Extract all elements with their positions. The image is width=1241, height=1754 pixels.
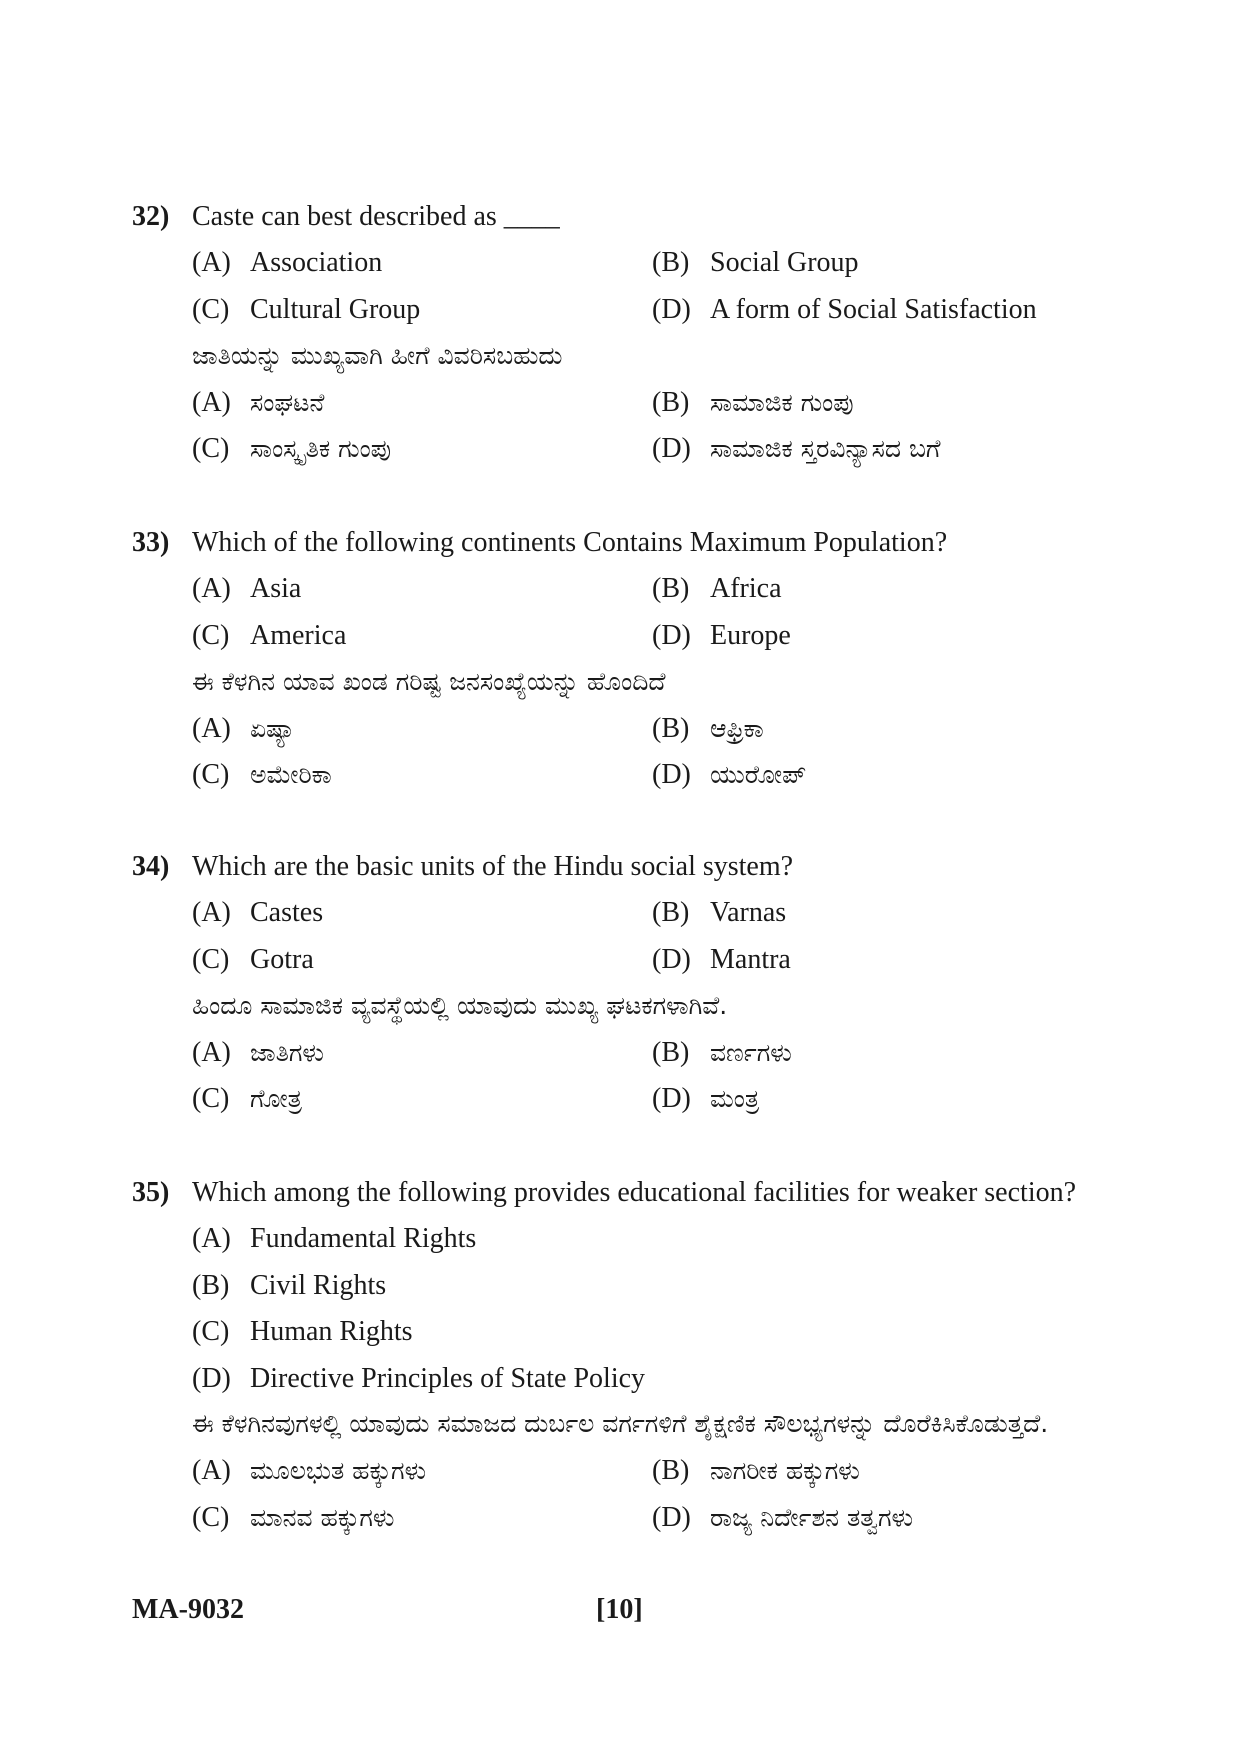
option-label: (D) bbox=[652, 943, 691, 975]
option-text: Social Group bbox=[710, 247, 859, 278]
option-label: (A) bbox=[192, 897, 231, 928]
question-text: Which among the following provides educational facilities for weaker section? bbox=[192, 1177, 1077, 1208]
option-label: (C) bbox=[192, 433, 230, 464]
options bbox=[192, 890, 1112, 983]
kannada-option-b bbox=[652, 1448, 1112, 1495]
question-number: 33) bbox=[132, 527, 170, 558]
kannada-option-b bbox=[652, 1030, 1112, 1077]
kannada-option-d bbox=[652, 752, 1112, 799]
option-text: ಏಷ್ಯಾ bbox=[250, 713, 296, 743]
option-text: Castes bbox=[250, 897, 324, 928]
option-label: (C) bbox=[192, 943, 230, 975]
option-label: (C) bbox=[192, 1501, 230, 1533]
option-row bbox=[192, 1030, 1112, 1077]
kannada-option-a bbox=[192, 380, 652, 427]
option-label: (D) bbox=[652, 1083, 691, 1114]
option-label: (B) bbox=[652, 247, 690, 278]
option-row bbox=[192, 890, 1112, 937]
option-row bbox=[192, 1495, 1112, 1542]
option-c bbox=[192, 937, 652, 984]
option-row bbox=[192, 380, 1112, 427]
option-text: Association bbox=[250, 247, 383, 278]
option-label: (A) bbox=[192, 712, 231, 744]
page-number: [10] bbox=[596, 1594, 643, 1625]
kannada-question-text: ಹಿಂದೂ ಸಾಮಾಜಿಕ ವ್ಯವಸ್ಥೆಯಲ್ಲಿ ಯಾವುದು ಮುಖ್ಯ ಘಟಕಗಳಾಗಿವೆ. bbox=[192, 991, 728, 1020]
option-row bbox=[192, 1448, 1112, 1495]
option-text: ಅಮೇರಿಕಾ bbox=[250, 760, 332, 789]
option-text: ಮಂತ್ರ bbox=[710, 1084, 760, 1113]
option-text: ಜಾತಿಗಳು bbox=[250, 1037, 324, 1067]
option-label: (C) bbox=[192, 619, 230, 651]
question-35 bbox=[132, 1170, 1112, 1541]
question-line bbox=[132, 520, 1112, 566]
option-text: Directive Principles of State Policy bbox=[250, 1362, 646, 1394]
option-row bbox=[192, 613, 1112, 660]
question-number: 34) bbox=[132, 851, 170, 882]
option-a bbox=[192, 566, 652, 613]
option-row bbox=[192, 287, 1112, 334]
option-a bbox=[192, 240, 652, 287]
kannada-option-a bbox=[192, 706, 652, 753]
option-text: ಗೋತ್ರ bbox=[250, 1084, 302, 1113]
option-label: (B) bbox=[652, 1455, 690, 1486]
kannada-options bbox=[192, 706, 1112, 799]
option-b bbox=[652, 566, 1112, 613]
option-b bbox=[652, 240, 1112, 287]
option-label: (A) bbox=[192, 573, 231, 604]
option-text: ಮಾನವ ಹಕ್ಕುಗಳು bbox=[250, 1502, 395, 1532]
options bbox=[192, 566, 1112, 659]
option-label: (B) bbox=[192, 1269, 230, 1301]
option-label: (D) bbox=[652, 1501, 691, 1533]
option-text: Africa bbox=[710, 573, 782, 604]
option-label: (C) bbox=[192, 293, 230, 325]
option-row bbox=[192, 426, 1112, 473]
option-row bbox=[192, 937, 1112, 984]
option-text: Cultural Group bbox=[250, 293, 421, 325]
option-c bbox=[192, 287, 652, 334]
option-b bbox=[652, 890, 1112, 937]
option-a bbox=[192, 890, 652, 937]
kannada-question-text: ಈ ಕೆಳಗಿನ ಯಾವ ಖಂಡ ಗರಿಷ್ಟ ಜನಸಂಖ್ಯೆಯನ್ನು ಹೊಂದಿದೆ bbox=[192, 667, 666, 696]
option-text: Varnas bbox=[710, 897, 787, 928]
question-line bbox=[132, 194, 1112, 240]
kannada-option-c bbox=[192, 752, 652, 799]
question-line bbox=[132, 1170, 1112, 1216]
option-b bbox=[192, 1263, 1112, 1310]
kannada-question-text: ಈ ಕೆಳಗಿನವುಗಳಲ್ಲಿ ಯಾವುದು ಸಮಾಜದ ದುರ್ಬಲ ವರ್ಗಗಳಿಗೆ ಶೈಕ್ಷಣಿಕ ಸೌಲಭ್ಯಗಳನ್ನು ದೊರೆಕಿಸಿಕೊಡುತ್ತದೆ. bbox=[192, 1409, 1049, 1438]
option-row bbox=[192, 752, 1112, 799]
option-d bbox=[652, 287, 1112, 334]
question-line bbox=[132, 844, 1112, 890]
option-text: America bbox=[250, 619, 347, 651]
kannada-question-text: ಜಾತಿಯನ್ನು ಮುಖ್ಯವಾಗಿ ಹೀಗೆ ವಿವರಿಸಬಹುದು bbox=[192, 341, 563, 370]
option-text: Mantra bbox=[710, 943, 791, 975]
option-row bbox=[192, 1076, 1112, 1123]
kannada-option-a bbox=[192, 1448, 652, 1495]
option-label: (C) bbox=[192, 1316, 230, 1347]
option-d bbox=[652, 613, 1112, 660]
option-label: (A) bbox=[192, 247, 231, 278]
kannada-option-b bbox=[652, 380, 1112, 427]
kannada-option-c bbox=[192, 1076, 652, 1123]
option-label: (D) bbox=[652, 759, 691, 790]
options bbox=[192, 240, 1112, 333]
option-a bbox=[192, 1216, 1112, 1263]
option-label: (D) bbox=[192, 1362, 231, 1394]
kannada-option-d bbox=[652, 1495, 1112, 1542]
option-label: (A) bbox=[192, 1036, 231, 1068]
kannada-option-a bbox=[192, 1030, 652, 1077]
paper-code: MA-9032 bbox=[132, 1594, 244, 1625]
option-text: ಯುರೋಪ್ bbox=[710, 760, 807, 789]
kannada-option-c bbox=[192, 426, 652, 473]
option-label: (A) bbox=[192, 386, 231, 418]
option-label: (B) bbox=[652, 712, 690, 744]
kannada-options bbox=[192, 380, 1112, 473]
option-text: Asia bbox=[250, 573, 302, 604]
question-number: 35) bbox=[132, 1177, 170, 1208]
question-32 bbox=[132, 194, 1112, 473]
option-text: Fundamental Rights bbox=[250, 1223, 477, 1254]
option-d bbox=[192, 1356, 1112, 1403]
option-text: ಮೂಲಭುತ ಹಕ್ಕುಗಳು bbox=[250, 1456, 427, 1485]
question-text: Which are the basic units of the Hindu social system? bbox=[192, 851, 794, 882]
option-text: Europe bbox=[710, 619, 791, 651]
option-text: ನಾಗರೀಕ ಹಕ್ಕುಗಳು bbox=[710, 1456, 860, 1485]
option-label: (D) bbox=[652, 293, 691, 325]
option-text: ಸಾಮಾಜಿಕ ಸ್ತರವಿನ್ಯಾಸದ ಬಗೆ bbox=[710, 434, 941, 463]
question-33 bbox=[132, 520, 1112, 799]
kannada-option-d bbox=[652, 426, 1112, 473]
option-label: (A) bbox=[192, 1223, 231, 1254]
option-label: (B) bbox=[652, 386, 690, 418]
kannada-option-d bbox=[652, 1076, 1112, 1123]
option-text: Gotra bbox=[250, 943, 314, 975]
option-row bbox=[192, 240, 1112, 287]
option-label: (B) bbox=[652, 897, 690, 928]
option-text: Civil Rights bbox=[250, 1269, 387, 1301]
option-text: ಸಂಘಟನೆ bbox=[250, 387, 325, 417]
question-34 bbox=[132, 844, 1112, 1123]
kannada-option-b bbox=[652, 706, 1112, 753]
options bbox=[192, 1216, 1112, 1402]
option-d bbox=[652, 937, 1112, 984]
kannada-option-c bbox=[192, 1495, 652, 1542]
option-text: ರಾಜ್ಯ ನಿರ್ದೇಶನ ತತ್ವಗಳು bbox=[710, 1502, 914, 1532]
option-label: (C) bbox=[192, 1083, 230, 1114]
option-text: ಸಾಮಾಜಿಕ ಗುಂಪು bbox=[710, 387, 854, 417]
option-c bbox=[192, 1309, 1112, 1356]
question-number: 32) bbox=[132, 201, 170, 232]
option-text: ಸಾಂಸ್ಕೃತಿಕ ಗುಂಪು bbox=[250, 434, 392, 463]
option-label: (B) bbox=[652, 1036, 690, 1068]
kannada-options bbox=[192, 1448, 1112, 1541]
question-text: Caste can best described as ____ bbox=[192, 201, 560, 232]
option-row bbox=[192, 566, 1112, 613]
question-text: Which of the following continents Contains Maximum Population? bbox=[192, 527, 948, 558]
option-text: ಆಫ್ರಿಕಾ bbox=[710, 713, 764, 743]
option-c bbox=[192, 613, 652, 660]
option-label: (D) bbox=[652, 619, 691, 651]
option-text: A form of Social Satisfaction bbox=[710, 293, 1037, 325]
option-text: ವರ್ಣಗಳು bbox=[710, 1037, 792, 1067]
option-text: Human Rights bbox=[250, 1316, 413, 1347]
option-label: (D) bbox=[652, 433, 691, 464]
option-label: (A) bbox=[192, 1455, 231, 1486]
kannada-options bbox=[192, 1030, 1112, 1123]
option-label: (C) bbox=[192, 759, 230, 790]
option-label: (B) bbox=[652, 573, 690, 604]
option-row bbox=[192, 706, 1112, 753]
